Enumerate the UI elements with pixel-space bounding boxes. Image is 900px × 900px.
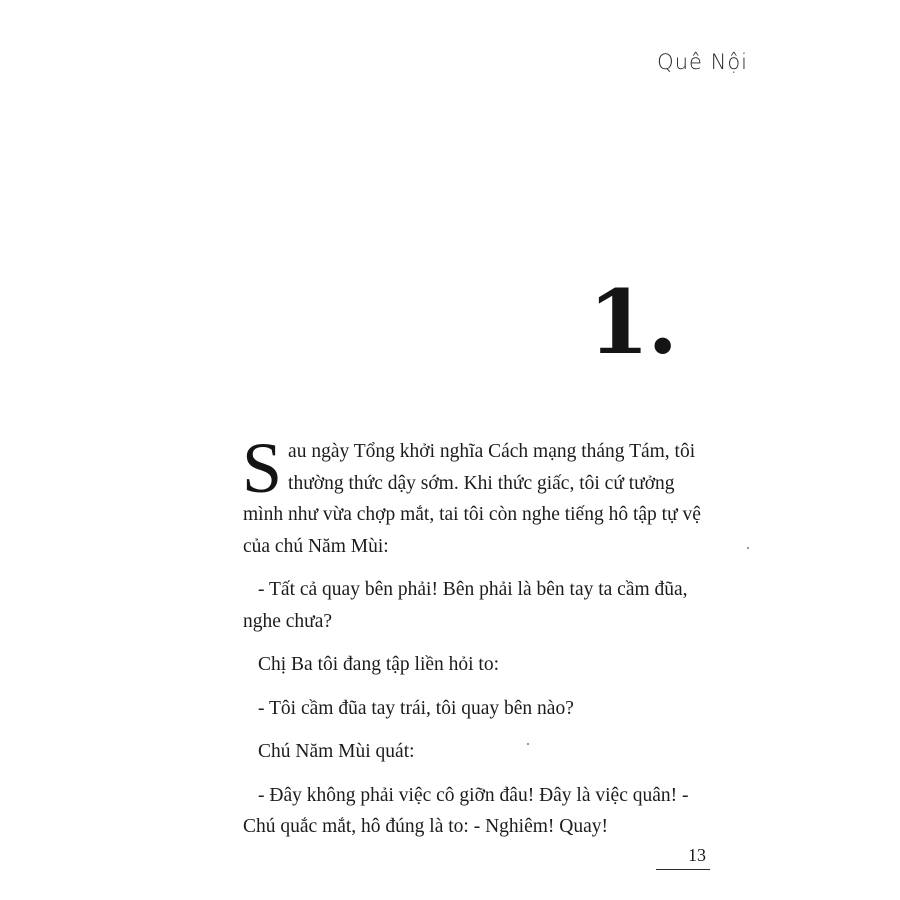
print-speck bbox=[747, 547, 749, 549]
paragraph: - Tôi cầm đũa tay trái, tôi quay bên nào? bbox=[258, 697, 574, 719]
paragraph: Chú Năm Mùi quát: bbox=[258, 741, 415, 762]
body-text bbox=[242, 428, 710, 855]
page-number: 13 bbox=[688, 845, 706, 865]
paragraph: Chị Ba tôi đang tập liền hỏi to: bbox=[258, 654, 500, 675]
print-speck bbox=[527, 743, 529, 745]
first-paragraph-text: au ngày Tổng khởi nghĩa Cách mạng tháng Tám, tôi thường thức dậy sớm. Khi thức giấc, tôi cứ tưởng mình như vừa chợp mắt, tai tôi còn nghe tiếng hô tập tự vệ của chú Năm Mùi: bbox=[243, 441, 701, 557]
page-number-rule bbox=[656, 869, 710, 870]
running-header: Quê Nội bbox=[657, 50, 748, 74]
paragraph: - Tất cả quay bên phải! Bên phải là bên tay ta cầm đũa, nghe chưa? bbox=[243, 579, 688, 632]
paragraph: - Đây không phải việc cô giỡn đâu! Đây là việc quân! - Chú quắc mắt, hô đúng là to: - Nghiêm! Quay! bbox=[243, 784, 689, 837]
chapter-number: 1. bbox=[588, 270, 676, 374]
first-paragraph bbox=[242, 428, 710, 562]
drop-cap: S bbox=[242, 428, 283, 508]
